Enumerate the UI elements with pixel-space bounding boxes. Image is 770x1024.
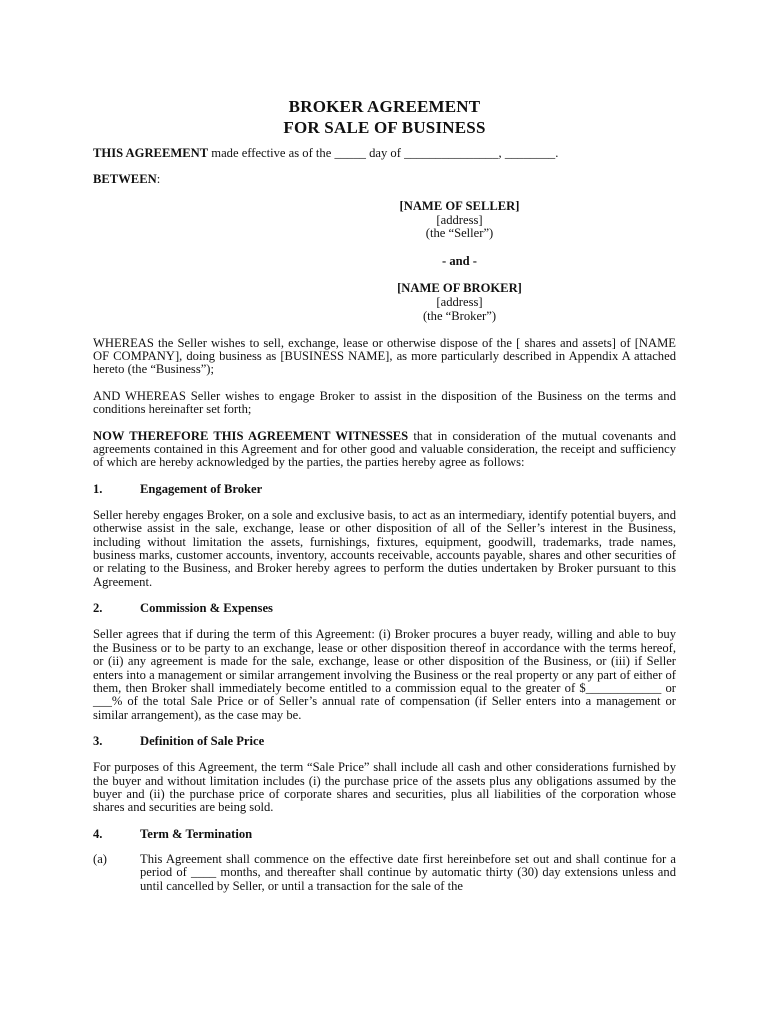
effective-lead: THIS AGREEMENT [93,146,209,160]
and-separator-text: - and - [442,254,477,269]
subsection-label: (a) [93,851,107,866]
section-title: Definition of Sale Price [140,734,265,749]
and-separator [243,254,676,269]
witnesses-paragraph [93,430,676,470]
witnesses-lead: NOW THEREFORE THIS AGREEMENT WITNESSES [93,428,409,443]
between-text: BETWEEN [93,172,157,187]
section-heading [93,601,676,615]
document-title [93,0,676,138]
section-body: Seller hereby engages Broker, on a sole and exclusive basis, to act as an intermediary, identify potential buyers, and otherwise assist in the sale, exchange, lease or other disposition of all of the Seller’s interest in the Business, including without limitation the assets, furnishings, fixtures, equipment, goodwill, trademarks, trade names, business marks, customer accounts, inventory, accounts receivable, accounts payable, shares and other securities of or relating to the Business, and Broker hereby agrees to perform the duties undertaken by Broker pursuant to this Agreement. [93,507,676,589]
section-title: Commission & Expenses [140,601,273,616]
effective-rest: made effective as of the _____ day of _______________, ________. [208,146,559,160]
section-title: Term & Termination [140,826,253,841]
seller-alias: (the “Seller”) [425,226,494,241]
broker-address: [address] [436,295,483,309]
seller-party-block [243,200,676,241]
section-number: 1. [93,481,103,496]
section-number: 3. [93,734,103,749]
seller-address: [address] [436,212,483,227]
broker-name: [NAME OF BROKER] [397,281,522,296]
witnesses-rest: that in consideration of the mutual covenants and agreements contained in this Agreement and for other good and valuable consideration, the receipt and sufficiency of which are hereby acknowledged by the parties, the parties hereby agree as follows: [93,428,676,470]
section-heading [93,734,676,748]
section-number: 4. [93,826,103,841]
section-body: For purposes of this Agreement, the term “Sale Price” shall include all cash and other considerations furnished by the buyer and without limitation includes (i) the purchase price of the assets plus any obligations assumed by the buyer and (ii) the purchase price of corporate shares and securities, plus all liabilities of the corporation whose shares and securities are being sold. [93,760,676,815]
effective-date-line [93,147,676,160]
subsection-text: This Agreement shall commence on the effective date first hereinbefore set out and shall continue for a period of ____ months, and thereafter shall continue by automatic thirty (30) day extensions unless and until cancelled by Seller, or until a transaction for the sale of the [140,851,676,893]
section-heading [93,827,676,841]
whereas-paragraph-1: WHEREAS the Seller wishes to sell, exchange, lease or otherwise dispose of the [ shares and assets] of [NAME OF COMPANY], doing business as [BUSINESS NAME], as more particularly described in Appendix A attached hereto (the “Business”); [93,335,676,377]
section-title: Engagement of Broker [140,481,263,496]
between-colon: : [156,172,161,187]
title-line-1: BROKER AGREEMENT [288,97,481,116]
broker-alias: (the “Broker”) [422,308,497,323]
title-line-2: FOR SALE OF BUSINESS [283,118,486,137]
broker-party-block [243,282,676,323]
seller-name: [NAME OF SELLER] [399,198,520,213]
section-body: Seller agrees that if during the term of this Agreement: (i) Broker procures a buyer ready, willing and able to buy the Business or to be party to an exchange, lease or other disposition thereof in accordance with the terms hereof, or (ii) any agreement is made for the sale, exchange, lease or other disposition of the Business, or (iii) if Seller enters into a management or similar arrangement involving the Business or the real property or any part of either of them, then Broker shall immediately become entitled to a commission equal to the greater of $____________ or ___% of the total Sale Price or of Seller’s annual rate of compensation (if Seller enters into a management or similar arrangement), as the case may be. [93,627,676,722]
whereas-paragraph-2: AND WHEREAS Seller wishes to engage Broker to assist in the disposition of the Business on the terms and conditions hereinafter set forth; [93,388,676,417]
between-label [93,173,676,186]
section-heading [93,482,676,496]
section-number: 2. [93,601,103,616]
subsection-a [93,853,676,893]
